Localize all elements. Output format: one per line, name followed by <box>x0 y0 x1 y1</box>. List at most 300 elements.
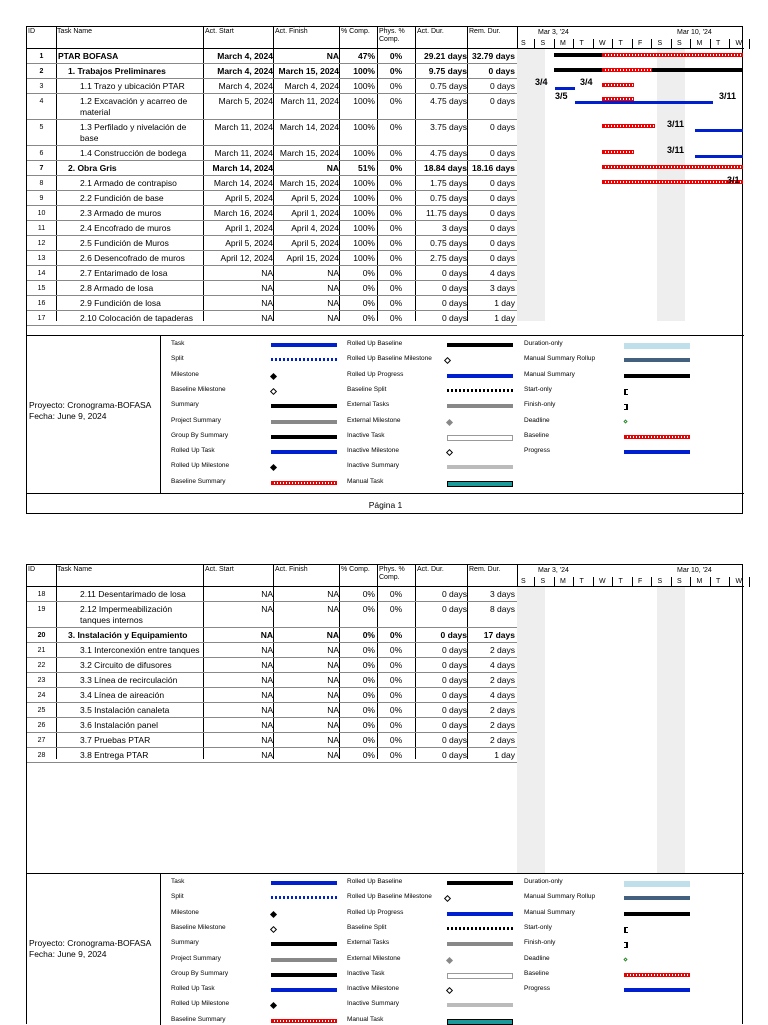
legend-item: Baseline Milestone <box>171 385 226 393</box>
cell-finish: April 15, 2024 <box>286 253 339 263</box>
legend-symbol <box>624 404 628 410</box>
col-phys: Phys. % Comp. <box>379 28 405 43</box>
cell-adur: 0 days <box>441 720 467 730</box>
timescale-day: F <box>638 578 643 585</box>
legend-item: Project Summary <box>171 954 221 962</box>
cell-comp: 100% <box>353 178 375 188</box>
project-name: Proyecto: Cronograma-BOFASA <box>29 938 152 948</box>
cell-comp: 100% <box>353 253 375 263</box>
timescale-day: T <box>579 40 584 47</box>
cell-comp: 0% <box>362 750 375 760</box>
cell-name: 2.2 Fundición de base <box>80 193 164 203</box>
table-row[interactable] <box>27 94 517 120</box>
legend-symbol <box>447 343 513 347</box>
cell-rdur: 2 days <box>489 705 515 715</box>
legend-item: Baseline <box>524 969 549 977</box>
table-row[interactable] <box>27 658 517 673</box>
legend-item: External Tasks <box>347 939 390 947</box>
legend-item: Progress <box>524 985 551 993</box>
timescale-day: M <box>560 40 566 47</box>
legend-symbol <box>270 373 277 380</box>
col-phys: Phys. % Comp. <box>379 566 405 581</box>
legend-symbol <box>271 958 337 962</box>
project-date: Fecha: June 9, 2024 <box>29 411 107 421</box>
cell-start: April 12, 2024 <box>220 253 273 263</box>
cell-finish: NA <box>327 720 339 730</box>
cell-name: 2.12 Impermeabilización tanques internos <box>80 604 173 625</box>
legend-symbol <box>271 404 337 408</box>
table-row[interactable] <box>27 281 517 296</box>
cell-name: 2.5 Fundición de Muros <box>80 238 169 248</box>
cell-comp: 47% <box>357 51 375 61</box>
legend-symbol <box>624 973 690 977</box>
legend-item: External Milestone <box>347 954 401 962</box>
cell-finish: March 4, 2024 <box>284 81 339 91</box>
cell-name: 2.9 Fundición de losa <box>80 298 161 308</box>
col-task-name: Task Name <box>57 28 93 35</box>
table-row[interactable] <box>27 688 517 703</box>
legend-symbol <box>271 973 337 977</box>
cell-rdur: 0 days <box>489 96 515 106</box>
cell-adur: 0 days <box>441 735 467 745</box>
cell-finish: NA <box>327 660 339 670</box>
cell-adur: 0 days <box>441 750 467 760</box>
table-row[interactable] <box>27 79 517 94</box>
table-row[interactable] <box>27 251 517 266</box>
project-info <box>29 400 151 422</box>
cell-rdur: 0 days <box>489 253 515 263</box>
cell-finish: NA <box>326 163 339 173</box>
cell-finish: NA <box>327 735 339 745</box>
gantt-task-bar[interactable] <box>575 101 713 104</box>
legend-item: Manual Summary <box>524 908 575 916</box>
table-row[interactable] <box>27 120 517 146</box>
gantt-date-label: 3/1 <box>727 175 740 185</box>
legend-item: External Tasks <box>347 401 390 409</box>
cell-id: 9 <box>39 195 44 202</box>
cell-rdur: 0 days <box>489 122 515 132</box>
cell-comp: 0% <box>362 735 375 745</box>
table-row[interactable] <box>27 49 517 64</box>
cell-rdur: 18.16 days <box>471 163 515 173</box>
cell-adur: 0 days <box>441 268 467 278</box>
cell-finish: NA <box>327 675 339 685</box>
cell-id: 8 <box>39 180 44 187</box>
cell-finish: NA <box>327 268 339 278</box>
cell-start: NA <box>261 720 273 730</box>
legend-symbol <box>446 418 453 425</box>
cell-phys: 0% <box>389 675 403 685</box>
cell-rdur: 0 days <box>489 208 515 218</box>
legend-item: Rolled Up Milestone <box>171 462 230 470</box>
cell-finish: NA <box>326 51 339 61</box>
cell-comp: 0% <box>362 675 375 685</box>
legend-item: Finish-only <box>524 939 556 947</box>
legend-item: Inactive Task <box>347 969 385 977</box>
cell-name: 1.3 Perfilado y nivelación de base <box>80 122 187 143</box>
cell-phys: 0% <box>389 313 403 323</box>
cell-finish: NA <box>327 283 339 293</box>
legend-item: Baseline Summary <box>171 1015 226 1023</box>
legend-symbol <box>623 957 627 961</box>
legend-symbol <box>447 389 513 392</box>
legend-symbol <box>447 404 513 408</box>
cell-id: 19 <box>37 606 46 613</box>
cell-adur: 0 days <box>441 283 467 293</box>
cell-adur: 1.75 days <box>430 178 467 188</box>
cell-rdur: 2 days <box>489 675 515 685</box>
col-id: ID <box>28 28 35 35</box>
cell-start: NA <box>261 298 273 308</box>
cell-id: 11 <box>37 225 46 232</box>
table-row[interactable] <box>27 703 517 718</box>
legend-item: Rolled Up Baseline Milestone <box>347 355 432 363</box>
cell-phys: 0% <box>389 66 403 76</box>
cell-comp: 100% <box>353 238 375 248</box>
gantt-baseline-bar <box>602 165 743 169</box>
legend-symbol <box>447 927 513 930</box>
legend-symbol <box>271 450 337 454</box>
cell-phys: 0% <box>389 604 403 614</box>
cell-start: March 16, 2024 <box>213 208 273 218</box>
legend-symbol <box>446 987 453 994</box>
cell-comp: 0% <box>362 660 375 670</box>
col-rem-dur: Rem. Dur. <box>469 28 501 35</box>
cell-id: 27 <box>37 737 46 744</box>
cell-comp: 100% <box>353 66 375 76</box>
legend-symbol <box>270 911 277 918</box>
legend-item: Summary <box>171 401 199 409</box>
col-comp: % Comp. <box>341 28 370 35</box>
gantt-baseline-bar <box>602 68 652 72</box>
cell-rdur: 0 days <box>488 66 515 76</box>
legend-symbol <box>624 927 628 933</box>
legend-item: Deadline <box>524 954 550 962</box>
cell-phys: 0% <box>389 223 403 233</box>
table-row[interactable] <box>27 718 517 733</box>
table-row[interactable] <box>27 191 517 206</box>
legend-item: Split <box>171 893 184 901</box>
legend-item: Rolled Up Progress <box>347 908 404 916</box>
cell-comp: 0% <box>362 630 375 640</box>
cell-rdur: 4 days <box>489 690 515 700</box>
timescale-day: W <box>735 578 743 585</box>
timescale-day: S <box>657 40 663 47</box>
legend-symbol <box>624 896 690 900</box>
table-row[interactable] <box>27 733 517 748</box>
cell-phys: 0% <box>389 238 403 248</box>
cell-id: 16 <box>37 300 46 307</box>
cell-adur: 2.75 days <box>430 253 467 263</box>
legend-symbol <box>271 942 337 946</box>
cell-id: 7 <box>39 165 44 172</box>
timescale-day: F <box>638 40 643 47</box>
project-info <box>29 938 151 960</box>
legend-item: Task <box>171 340 185 347</box>
page-footer <box>27 493 744 515</box>
legend-item: Start-only <box>524 385 552 393</box>
project-date: Fecha: June 9, 2024 <box>29 949 107 959</box>
legend-symbol <box>271 988 337 992</box>
cell-phys: 0% <box>389 283 403 293</box>
col-comp: % Comp. <box>341 566 370 573</box>
gantt-task-bar[interactable] <box>695 129 743 132</box>
table-row[interactable] <box>27 311 517 326</box>
timescale-day: S <box>677 578 682 585</box>
gantt-date-label: 3/11 <box>667 145 685 155</box>
cell-id: 18 <box>37 591 46 598</box>
cell-rdur: 0 days <box>489 178 515 188</box>
legend-item: Manual Summary Rollup <box>524 355 596 363</box>
legend-item: Milestone <box>171 908 199 916</box>
cell-finish: April 1, 2024 <box>291 208 339 218</box>
cell-phys: 0% <box>389 630 403 640</box>
legend <box>27 335 744 493</box>
cell-id: 10 <box>37 210 46 217</box>
legend-item: Rolled Up Task <box>171 447 215 455</box>
legend-item: Manual Summary <box>524 370 575 378</box>
cell-id: 26 <box>37 722 46 729</box>
table-row[interactable] <box>27 296 517 311</box>
cell-start: March 4, 2024 <box>217 51 273 61</box>
cell-rdur: 3 days <box>489 589 515 599</box>
cell-name: 3.6 Instalación panel <box>80 720 158 730</box>
cell-finish: NA <box>327 690 339 700</box>
cell-adur: 3.75 days <box>430 122 467 132</box>
cell-id: 13 <box>37 255 46 262</box>
cell-start: NA <box>261 705 273 715</box>
col-id: ID <box>28 566 35 573</box>
legend-item: Group By Summary <box>171 969 229 977</box>
cell-adur: 0 days <box>441 298 467 308</box>
legend-symbol <box>624 374 690 378</box>
timescale-day: S <box>540 40 546 47</box>
gantt-baseline-bar <box>602 150 634 154</box>
cell-name: 2.10 Colocación de tapaderas <box>80 313 193 323</box>
timescale-day: S <box>521 578 526 585</box>
timescale-week-1: Mar 3, '24 <box>538 567 569 574</box>
cell-phys: 0% <box>389 122 403 132</box>
cell-id: 1 <box>39 53 44 60</box>
cell-id: 4 <box>39 98 44 105</box>
cell-start: April 1, 2024 <box>225 223 273 233</box>
cell-rdur: 2 days <box>489 645 515 655</box>
legend-item: Baseline Split <box>347 385 387 393</box>
cell-adur: 0 days <box>441 690 467 700</box>
legend-item: Baseline Summary <box>171 477 226 485</box>
cell-rdur: 4 days <box>489 660 515 670</box>
cell-id: 12 <box>37 240 46 247</box>
cell-phys: 0% <box>389 208 403 218</box>
table-row[interactable] <box>27 221 517 236</box>
gantt-task-bar[interactable] <box>555 87 575 90</box>
cell-adur: 18.84 days <box>423 163 467 173</box>
table-row[interactable] <box>27 161 517 176</box>
cell-id: 21 <box>37 647 46 654</box>
table-row[interactable] <box>27 266 517 281</box>
legend-symbol <box>624 450 690 454</box>
col-act-start: Act. Start <box>205 566 234 573</box>
cell-phys: 0% <box>389 148 403 158</box>
cell-adur: 0.75 days <box>430 238 467 248</box>
timescale-day: W <box>735 40 743 47</box>
cell-name: 3.7 Pruebas PTAR <box>80 735 151 745</box>
legend-symbol <box>447 912 513 916</box>
cell-name: 2. Obra Gris <box>68 163 117 173</box>
cell-id: 28 <box>37 752 46 759</box>
cell-phys: 0% <box>389 163 403 173</box>
cell-phys: 0% <box>389 268 403 278</box>
cell-name: 2.7 Entarimado de losa <box>80 268 168 278</box>
legend-item: Baseline <box>524 431 549 439</box>
cell-phys: 0% <box>389 660 403 670</box>
table-row[interactable] <box>27 602 517 628</box>
cell-phys: 0% <box>389 750 403 760</box>
cell-phys: 0% <box>389 51 403 61</box>
col-act-dur: Act. Dur. <box>417 28 444 35</box>
cell-start: March 5, 2024 <box>218 96 273 106</box>
cell-comp: 0% <box>362 313 375 323</box>
legend-grid <box>160 336 161 493</box>
table-row[interactable] <box>27 643 517 658</box>
cell-id: 14 <box>37 270 46 277</box>
legend-symbol <box>271 481 337 485</box>
legend-symbol <box>270 388 277 395</box>
cell-rdur: 4 days <box>489 268 515 278</box>
legend-item: Rolled Up Baseline <box>347 878 403 885</box>
table-row[interactable] <box>27 64 517 79</box>
legend-symbol <box>446 449 453 456</box>
legend-item: Milestone <box>171 370 199 378</box>
cell-phys: 0% <box>389 96 403 106</box>
gantt-page-2 <box>26 564 743 1024</box>
cell-rdur: 0 days <box>489 223 515 233</box>
col-act-finish: Act. Finish <box>275 28 308 35</box>
cell-finish: March 11, 2024 <box>280 96 339 106</box>
legend-item: Split <box>171 355 184 363</box>
cell-start: NA <box>260 630 273 640</box>
cell-start: NA <box>261 735 273 745</box>
cell-phys: 0% <box>389 81 403 91</box>
cell-name: 2.11 Desentarimado de losa <box>80 589 186 599</box>
table-row[interactable] <box>27 673 517 688</box>
legend-symbol <box>624 881 690 887</box>
legend-symbol <box>447 481 513 487</box>
cell-finish: March 15, 2024 <box>279 148 339 158</box>
cell-comp: 51% <box>357 163 375 173</box>
cell-comp: 100% <box>353 122 375 132</box>
cell-finish: NA <box>327 589 339 599</box>
cell-name: 1.4 Construcción de bodega <box>80 148 187 158</box>
cell-finish: NA <box>327 313 339 323</box>
cell-name: 2.8 Armado de losa <box>80 283 154 293</box>
cell-id: 6 <box>39 150 44 157</box>
cell-rdur: 2 days <box>489 720 515 730</box>
cell-phys: 0% <box>389 193 403 203</box>
gantt-baseline-bar <box>602 83 634 87</box>
table-row[interactable] <box>27 146 517 161</box>
cell-start: NA <box>261 675 273 685</box>
legend-item: Inactive Task <box>347 431 385 439</box>
table-row[interactable] <box>27 176 517 191</box>
cell-name: 3.8 Entrega PTAR <box>80 750 149 760</box>
legend-symbol <box>271 420 337 424</box>
timescale-day: T <box>618 578 623 585</box>
cell-comp: 100% <box>353 81 375 91</box>
legend-item: Project Summary <box>171 416 221 424</box>
gantt-chart <box>517 587 743 873</box>
cell-rdur: 17 days <box>483 630 515 640</box>
cell-adur: 11.75 days <box>426 208 467 218</box>
cell-adur: 0 days <box>441 705 467 715</box>
timescale-week-1: Mar 3, '24 <box>538 29 569 36</box>
cell-id: 17 <box>37 315 46 322</box>
table-row[interactable] <box>27 628 517 643</box>
legend-symbol <box>270 464 277 471</box>
timescale-day: S <box>521 40 526 47</box>
cell-name: 3.1 Interconexión entre tanques <box>80 645 200 655</box>
legend-symbol <box>447 881 513 885</box>
cell-adur: 0 days <box>440 630 467 640</box>
gantt-task-bar[interactable] <box>695 155 743 158</box>
gantt-date-label: 3/4 <box>535 77 548 87</box>
cell-phys: 0% <box>389 705 403 715</box>
table-row[interactable] <box>27 587 517 602</box>
legend <box>27 873 744 1025</box>
legend-item: Baseline Milestone <box>171 923 226 931</box>
table-row[interactable] <box>27 206 517 221</box>
timescale-day: M <box>560 578 566 585</box>
gantt-baseline-bar <box>602 180 743 184</box>
timescale-day: S <box>657 578 663 585</box>
cell-phys: 0% <box>389 720 403 730</box>
cell-rdur: 3 days <box>489 283 515 293</box>
cell-start: NA <box>261 690 273 700</box>
cell-adur: 3 days <box>441 223 467 233</box>
cell-phys: 0% <box>389 735 403 745</box>
legend-item: Finish-only <box>524 401 556 409</box>
timescale-day: T <box>716 578 721 585</box>
legend-symbol <box>444 357 451 364</box>
legend-symbol <box>271 1019 337 1023</box>
timescale-day: M <box>696 578 703 585</box>
legend-item: Manual Task <box>347 1015 384 1023</box>
cell-start: April 5, 2024 <box>225 238 273 248</box>
legend-symbol <box>447 435 513 441</box>
legend-item: Duration-only <box>524 340 563 347</box>
cell-finish: April 5, 2024 <box>291 193 339 203</box>
legend-item: Duration-only <box>524 878 563 885</box>
table-row[interactable] <box>27 748 517 763</box>
legend-item: Progress <box>524 447 551 455</box>
cell-start: NA <box>261 645 273 655</box>
cell-adur: 0.75 days <box>430 193 467 203</box>
cell-comp: 0% <box>362 589 375 599</box>
cell-name: 1.2 Excavación y acarreo de material <box>80 96 188 117</box>
cell-phys: 0% <box>389 178 403 188</box>
legend-item: Inactive Milestone <box>347 447 400 455</box>
legend-symbol <box>623 419 627 423</box>
cell-id: 2 <box>39 68 44 75</box>
legend-symbol <box>271 881 337 885</box>
cell-adur: 0 days <box>441 313 467 323</box>
cell-id: 5 <box>39 124 44 131</box>
table-row[interactable] <box>27 236 517 251</box>
legend-item: Inactive Summary <box>347 462 400 470</box>
cell-adur: 9.75 days <box>428 66 467 76</box>
legend-item: Start-only <box>524 923 552 931</box>
cell-rdur: 0 days <box>489 148 515 158</box>
